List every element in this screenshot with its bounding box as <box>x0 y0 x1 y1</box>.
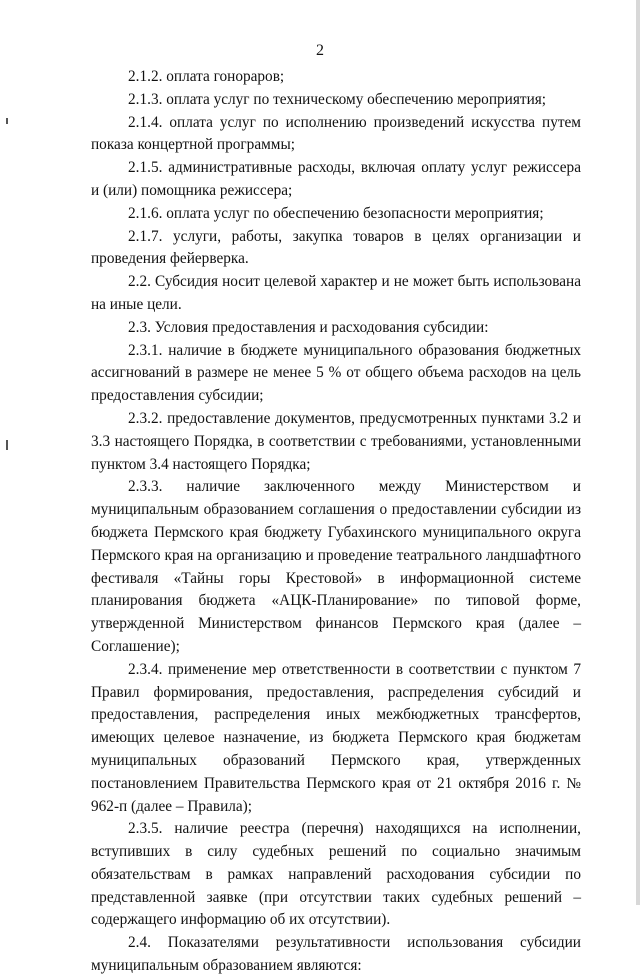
paragraph-2-1-4: 2.1.4. оплата услуг по исполнению произведений искусства путем показа концертной программы; <box>91 113 581 154</box>
paragraph-2-1-3: 2.1.3. оплата услуг по техническому обеспечению мероприятия; <box>128 90 547 108</box>
paragraph-2-3-1: 2.3.1. наличие в бюджете муниципального образования бюджетных ассигнований в размере не менее 5 % от общего объема расходов на цель предоставления субсидии; <box>91 341 581 405</box>
paragraph-2-2: 2.2. Субсидия носит целевой характер и не может быть использована на иные цели. <box>91 273 581 313</box>
paragraph-2-1-2: 2.1.2. оплата гонораров; <box>128 68 285 85</box>
page-number: 2 <box>316 42 324 59</box>
paragraph-2-1-6: 2.1.6. оплата услуг по обеспечению безопасности мероприятия; <box>128 204 544 222</box>
paragraph-2-3-3: 2.3.3. наличие заключенного между Министерством и муниципальным образованием соглашения о предоставлении субсидии из бюджета Пермского края бюджету Губахинского муниципального округа Пермского края на организацию и проведение театрального ландшафтного фестиваля «Тайны горы Крестовой» в информационной системе планирования бюджета «АЦК-Планирование» по типовой форме, утвержденной Министерством финансов Пермского края (далее – Соглашение); <box>91 478 581 655</box>
paragraph-2-3-4: 2.3.4. применение мер ответственности в соответствии с пунктом 7 Правил формирования, предоставления, распределения субсидий и предоставления, распределения иных межбюджетных трансфертов, имеющих целевое назначение, из бюджета Пермского края бюджетам муниципальных образований Пермского края, утвержденных постановлением Правительства Пермского края от 21 октября 2016 г. № 962-п (далее – Правила); <box>91 660 581 815</box>
scan-edge <box>636 0 640 905</box>
document-body <box>91 66 581 978</box>
paragraph-2-3: 2.3. Условия предоставления и расходования субсидии: <box>128 318 489 336</box>
paragraph-2-1-7: 2.1.7. услуги, работы, закупка товаров в целях организации и проведения фейерверка. <box>91 227 581 268</box>
paragraph-2-3-2: 2.3.2. предоставление документов, предусмотренных пунктами 3.2 и 3.3 настоящего Порядка, в соответствии с требованиями, установленными пунктом 3.4 настоящего Порядка; <box>91 409 581 473</box>
scan-mark <box>6 440 8 450</box>
paragraph-2-1-5: 2.1.5. административные расходы, включая оплату услуг режиссера и (или) помощника режиссера; <box>91 159 581 199</box>
paragraph-2-3-5: 2.3.5. наличие реестра (перечня) находящихся на исполнении, вступивших в силу судебных решений по социально значимым обязательствам в рамках направлений расходования субсидии по представленной заявке (при отсутствии таких судебных решений – содержащего информацию об их отсутствии). <box>91 820 581 929</box>
scan-mark <box>6 118 8 124</box>
paragraph-2-4: 2.4. Показателями результативности использования субсидии муниципальным образованием являются: <box>91 934 581 975</box>
